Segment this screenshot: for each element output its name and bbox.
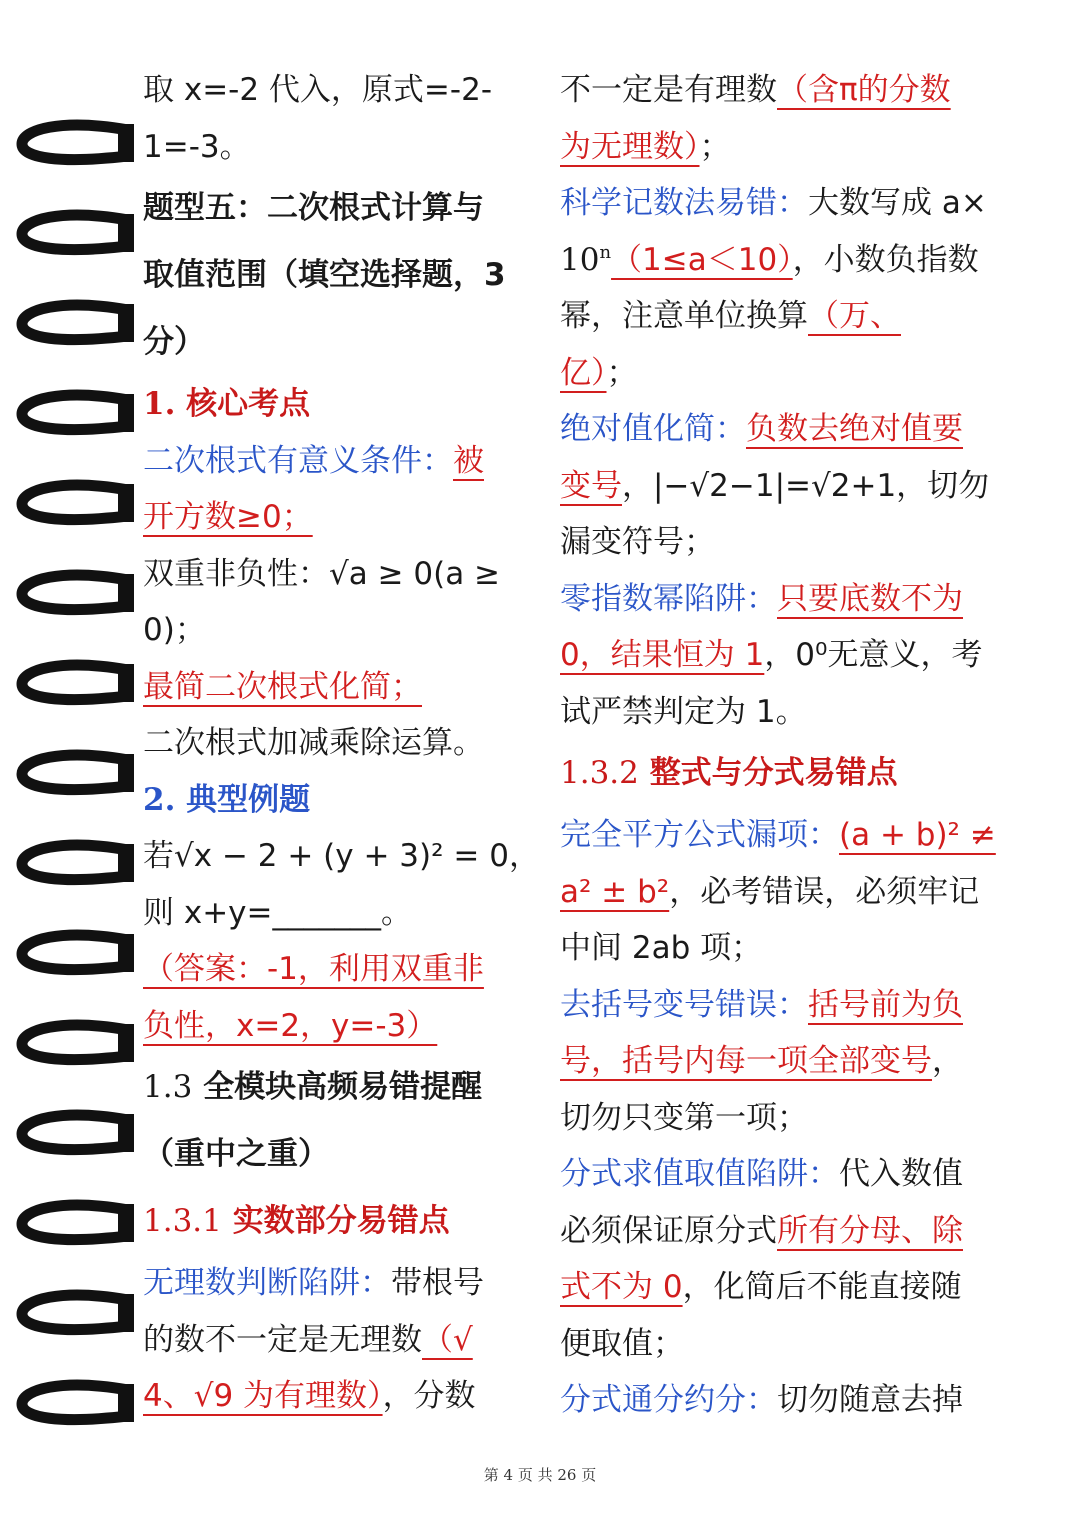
text-line: 切勿只变第一项； <box>560 1099 808 1136</box>
text-line: 无理数判断陷阱：带根号 <box>143 1265 484 1301</box>
text-line: 必须保证原分式所有分母、除 <box>560 1212 963 1249</box>
text-line: 则 x+y=_______。 <box>143 894 412 931</box>
text-line: （答案：-1，利用双重非 <box>143 951 484 987</box>
text-line: 二次根式有意义条件：被 <box>143 442 484 479</box>
section-heading-q5: 取值范围（填空选择题，3 <box>143 257 506 293</box>
text-line: 不一定是有理数（含π的分数 <box>560 72 951 108</box>
left-column <box>143 62 540 1425</box>
text-line: 式不为 0，化简后不能直接随 <box>560 1269 962 1305</box>
text-line: 幂，注意单位换算（万、 <box>560 298 901 334</box>
text-line: 最简二次根式化简； <box>143 668 422 705</box>
spiral-binding <box>0 40 140 1480</box>
text-line: 0，结果恒为 1，0⁰无意义，考 <box>560 637 983 673</box>
section-heading-q5: 题型五：二次根式计算与 <box>143 190 484 226</box>
text-line: 去括号变号错误：括号前为负 <box>560 986 963 1023</box>
text-line: 开方数≥0； <box>143 499 313 535</box>
text-line: a² ± b²，必考错误，必须牢记 <box>560 873 980 910</box>
text-line: 分式求值取值陷阱：代入数值 <box>560 1156 963 1192</box>
text-line: 的数不一定是无理数（√ <box>143 1321 473 1358</box>
section-heading-q5: 分） <box>143 324 205 360</box>
text-line: 取 x=-2 代入，原式=-2- <box>143 72 493 108</box>
text-line: 分式通分约分：切勿随意去掉 <box>560 1382 963 1418</box>
text-line: 便取值； <box>560 1325 684 1362</box>
section-heading-1-3: （重中之重） <box>143 1136 329 1172</box>
text-line: $10^n(1\le a<10)$，小数负指数 <box>560 241 979 278</box>
text-line: 亿）； <box>560 354 638 391</box>
text-line: 中间 2ab 项； <box>560 930 763 966</box>
text-line: 漏变符号； <box>560 524 715 560</box>
page-footer: 第 4 页 共 26 页 <box>483 1466 597 1484</box>
text-line: 负性，x=2，y=-3） <box>143 1007 438 1044</box>
section-heading-1-3-2: 1.3.2 整式与分式易错点 <box>560 755 898 791</box>
text-line: 零指数幂陷阱：只要底数不为 <box>560 580 963 617</box>
text-line: 0)； <box>143 612 206 648</box>
text-line: 二次根式加减乘除运算。 <box>143 725 484 761</box>
right-column <box>560 62 1000 1429</box>
text-line: 试严禁判定为 1。 <box>560 693 807 730</box>
section-heading-1-3: 1.3 全模块高频易错提醒 <box>143 1069 483 1105</box>
text-line: 号，括号内每一项全部变号， <box>560 1043 963 1079</box>
text-line: 双重非负性：√a ≥ 0(a ≥ <box>143 555 501 592</box>
text-line: 4、√9 为有理数），分数 <box>143 1378 476 1414</box>
text-line: 1=-3。 <box>143 128 251 165</box>
text-line: 科学记数法易错：大数写成 a× <box>560 185 987 221</box>
text-line: 变号，|−√2−1|=√2+1，切勿 <box>560 467 990 504</box>
subheading-examples: 2. 典型例题 <box>143 781 311 818</box>
text-line: 完全平方公式漏项：(a + b)² ≠ <box>560 817 996 853</box>
subheading-core-points: 1. 核心考点 <box>143 386 311 422</box>
section-heading-1-3-1: 1.3.1 实数部分易错点 <box>143 1203 450 1239</box>
text-line: 若√x − 2 + (y + 3)² = 0， <box>143 838 540 874</box>
text-line: 为无理数）； <box>560 128 731 165</box>
text-line: 绝对值化简：负数去绝对值要 <box>560 411 963 447</box>
